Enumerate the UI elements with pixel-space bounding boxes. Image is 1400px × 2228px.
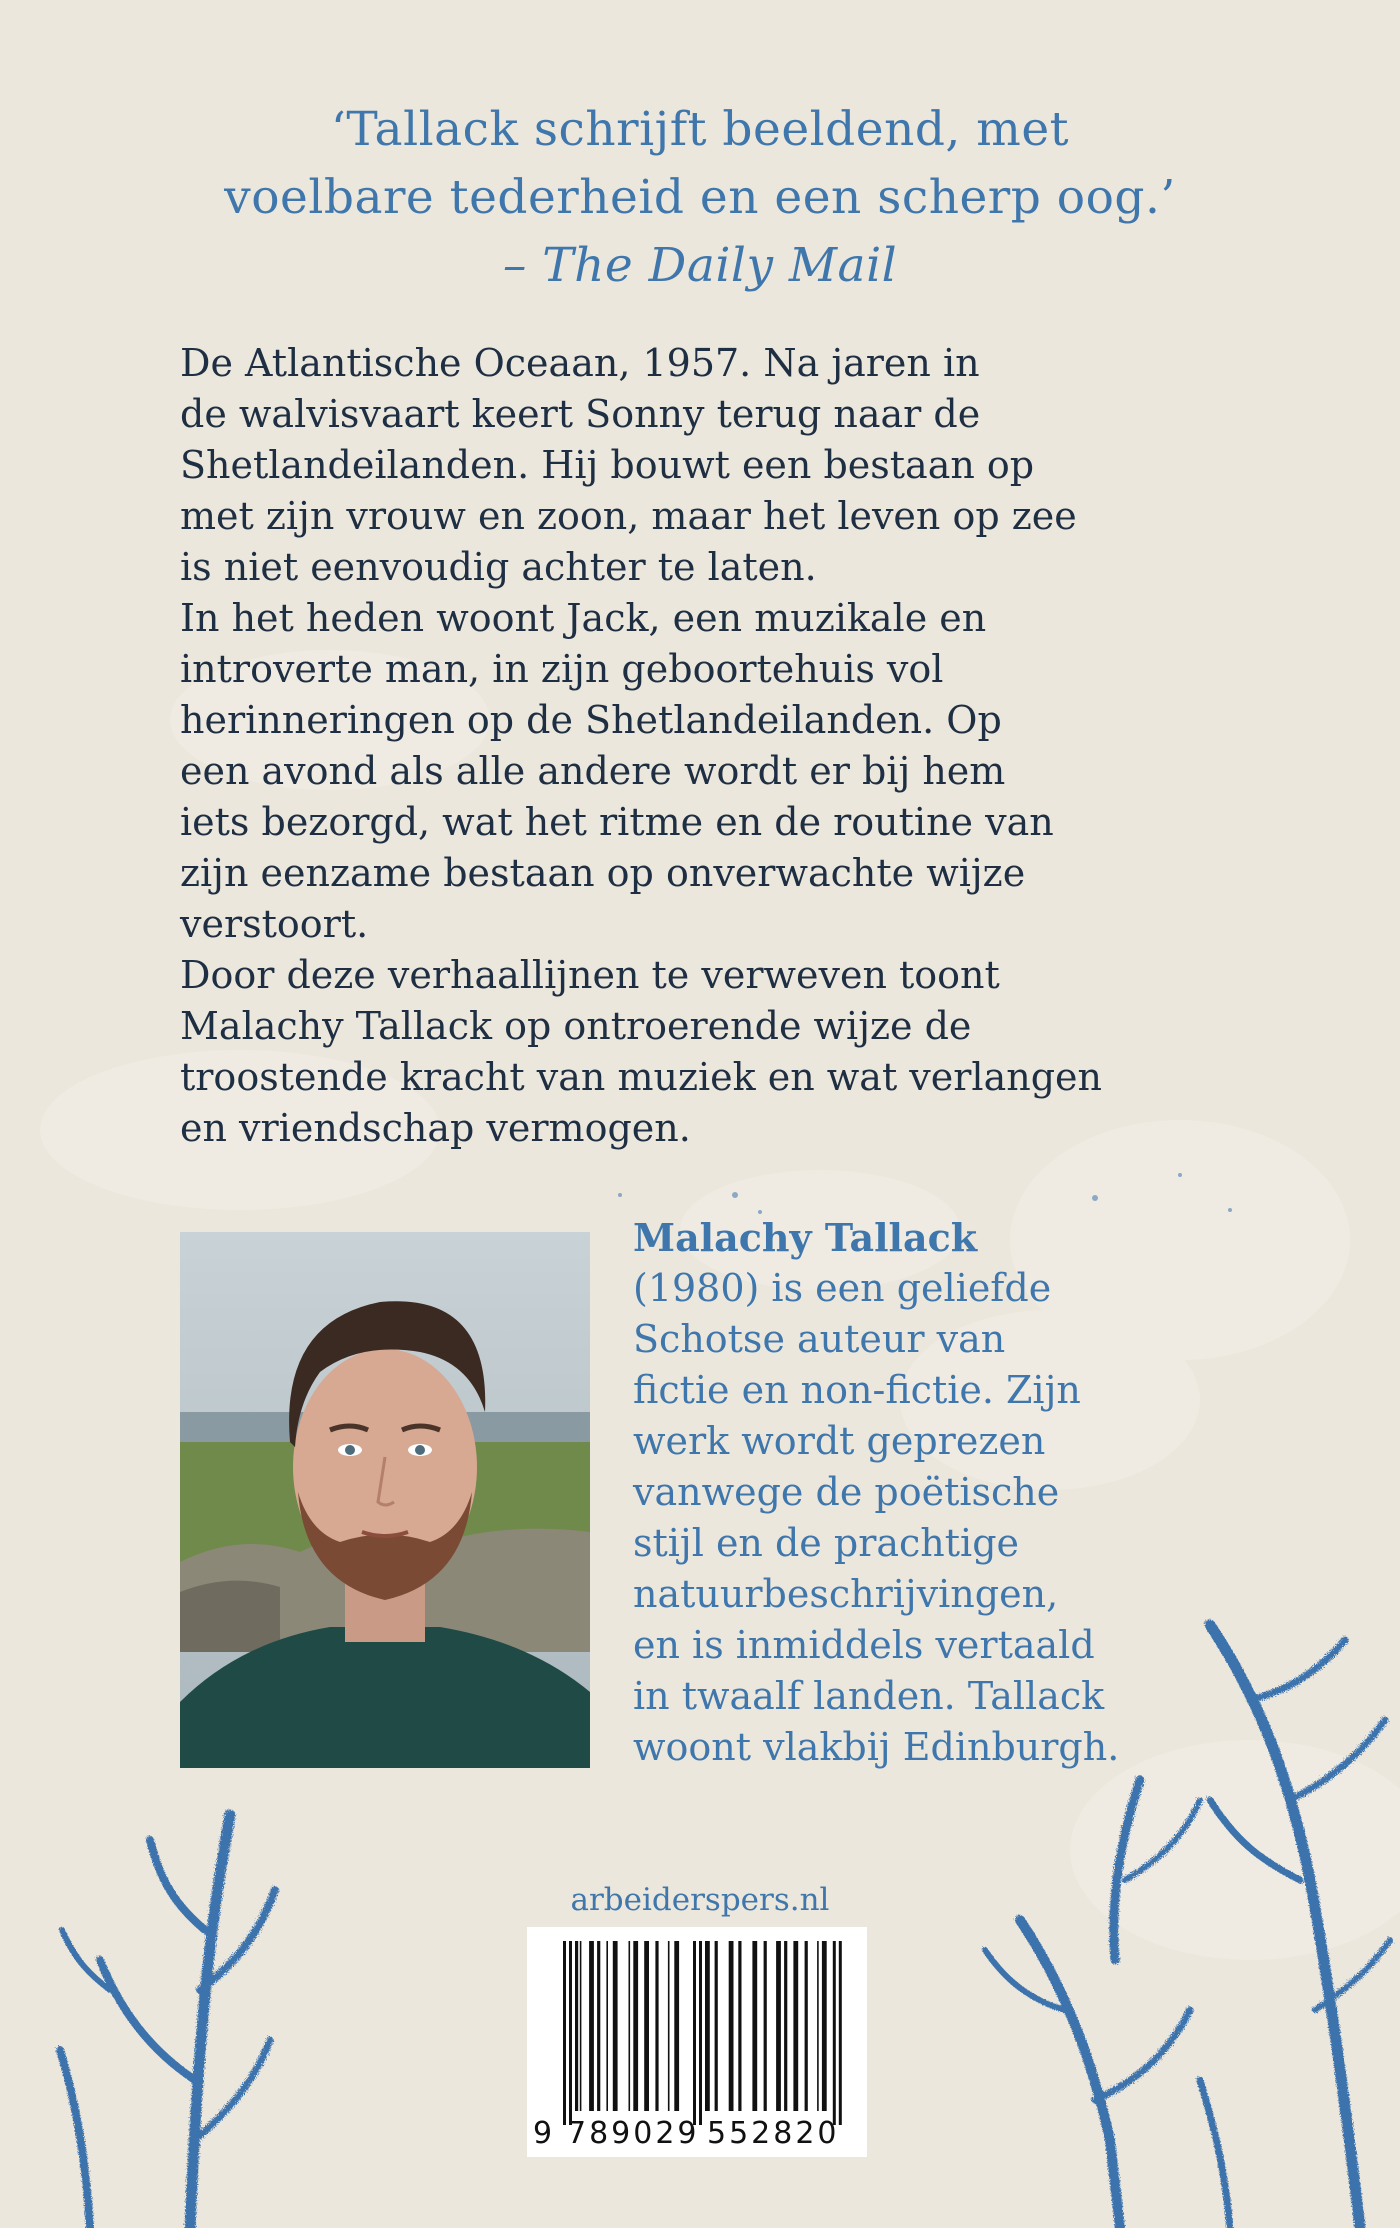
- blurb-line: met zijn vrouw en zoon, maar het leven op zee: [180, 494, 1077, 538]
- barcode-group-1: 789029: [567, 2116, 700, 2151]
- blurb-line: de walvisvaart keert Sonny terug naar de: [180, 392, 981, 436]
- quote-line-2: voelbare tederheid en een scherp oog.’: [224, 170, 1176, 225]
- isbn-barcode: [527, 1927, 867, 2157]
- book-blurb: [180, 338, 1240, 1154]
- quote-source: – The Daily Mail: [502, 238, 898, 293]
- barcode-first-digit: 9: [533, 2116, 553, 2151]
- blurb-line: herinneringen op de Shetlandeilanden. Op: [180, 698, 1002, 742]
- blurb-line: zijn eenzame bestaan op onverwachte wijze: [180, 851, 1026, 895]
- review-quote: [150, 96, 1250, 300]
- bio-line: fictie en non-fictie. Zijn: [633, 1368, 1081, 1412]
- blurb-line: In het heden woont Jack, een muzikale en: [180, 596, 987, 640]
- barcode-digits: [527, 1976, 867, 2151]
- blurb-line: troostende kracht van muziek en wat verlangen: [180, 1055, 1102, 1099]
- blurb-line: verstoort.: [180, 902, 369, 946]
- bio-line: Schotse auteur van: [633, 1317, 1006, 1361]
- blurb-line: introverte man, in zijn geboortehuis vol: [180, 647, 944, 691]
- blurb-line: iets bezorgd, wat het ritme en de routine van: [180, 800, 1054, 844]
- blurb-line: Shetlandeilanden. Hij bouwt een bestaan op: [180, 443, 1035, 487]
- blurb-line: Door deze verhaallijnen te verweven toont: [180, 953, 1000, 997]
- bio-line: en is inmiddels vertaald: [633, 1623, 1095, 1667]
- bio-line: (1980) is een geliefde: [633, 1266, 1052, 1310]
- author-name: Malachy Tallack: [633, 1215, 978, 1260]
- bio-line: werk wordt geprezen: [633, 1419, 1046, 1463]
- bio-line: stijl en de prachtige: [633, 1521, 1020, 1565]
- bio-line: natuurbeschrijvingen,: [633, 1572, 1059, 1616]
- bio-line: vanwege de poëtische: [633, 1470, 1060, 1514]
- barcode-group-2: 552820: [707, 2116, 840, 2151]
- author-photo: [180, 1232, 590, 1768]
- blurb-line: een avond als alle andere wordt er bij hem: [180, 749, 1006, 793]
- author-bio: [633, 1212, 1313, 1773]
- publisher-url[interactable]: arbeiderspers.nl: [570, 1882, 830, 1918]
- blurb-line: De Atlantische Oceaan, 1957. Na jaren in: [180, 341, 980, 385]
- blurb-line: is niet eenvoudig achter te laten.: [180, 545, 817, 589]
- quote-line-1: ‘Tallack schrijft beeldend, met: [330, 102, 1070, 157]
- blurb-line: en vriendschap vermogen.: [180, 1106, 691, 1150]
- bio-line: in twaalf landen. Tallack: [633, 1674, 1105, 1718]
- bio-line: woont vlakbij Edinburgh.: [633, 1725, 1120, 1769]
- blurb-line: Malachy Tallack op ontroerende wijze de: [180, 1004, 972, 1048]
